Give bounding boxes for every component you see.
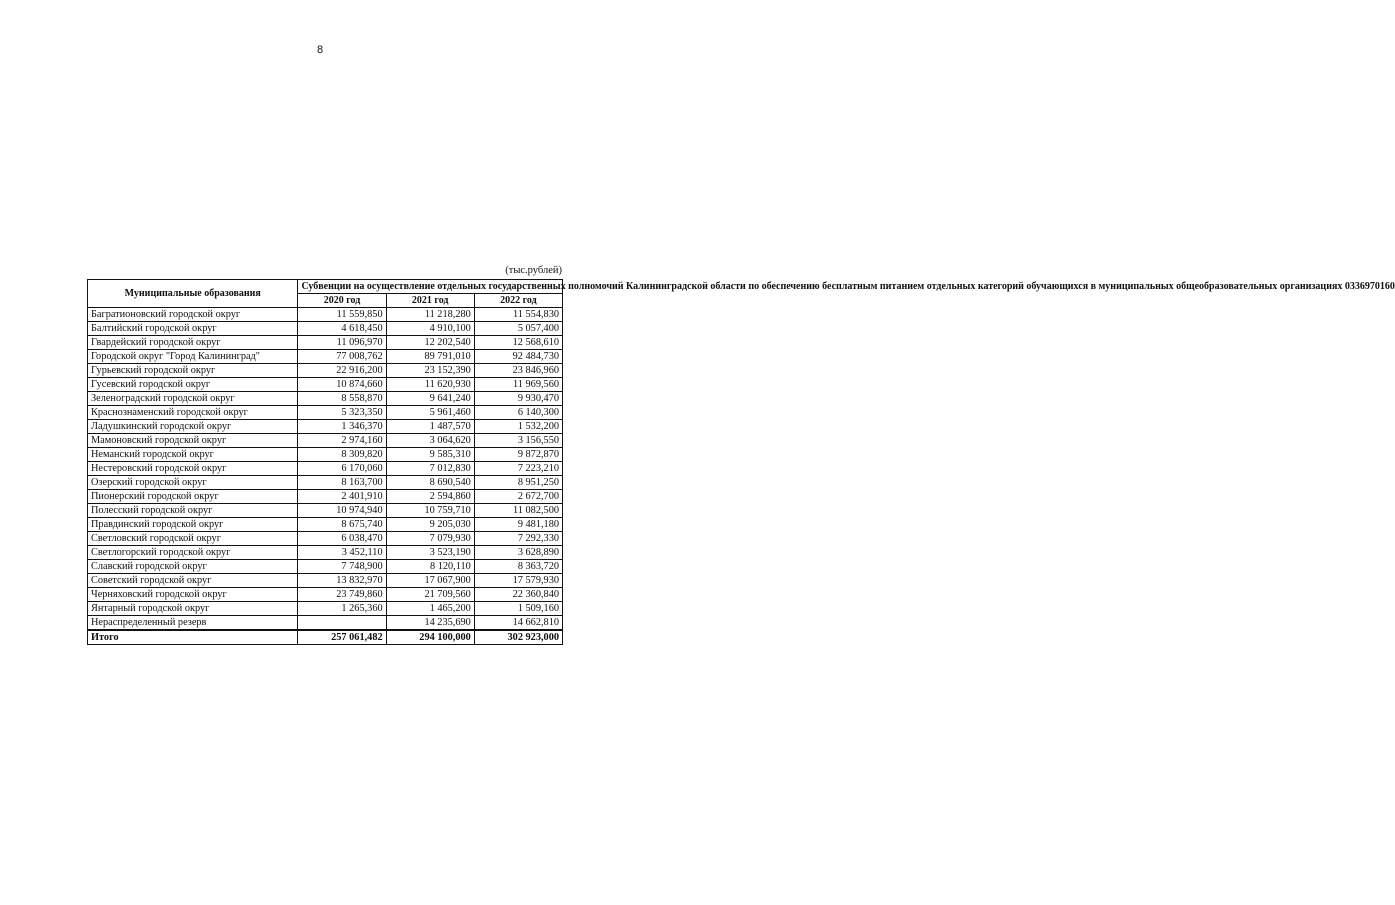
- value-2021: 1 465,200: [386, 602, 474, 616]
- value-2022: 22 360,840: [474, 588, 562, 602]
- municipality-name: Пионерский городской округ: [88, 490, 298, 504]
- value-2022: 11 969,560: [474, 378, 562, 392]
- value-2022: 8 363,720: [474, 560, 562, 574]
- header-year-2022: 2022 год: [474, 294, 562, 308]
- value-2020: [298, 616, 386, 631]
- value-2021: 17 067,900: [386, 574, 474, 588]
- value-2022: 23 846,960: [474, 364, 562, 378]
- value-2022: 9 481,180: [474, 518, 562, 532]
- value-2021: 23 152,390: [386, 364, 474, 378]
- municipality-name: Багратионовский городской округ: [88, 308, 298, 322]
- total-label: Итого: [88, 630, 298, 645]
- value-2022: 9 872,870: [474, 448, 562, 462]
- table-row: [88, 322, 563, 336]
- municipality-name: Правдинский городской округ: [88, 518, 298, 532]
- value-2022: 3 156,550: [474, 434, 562, 448]
- value-2022: 3 628,890: [474, 546, 562, 560]
- total-2020: 257 061,482: [298, 630, 386, 645]
- value-2020: 8 163,700: [298, 476, 386, 490]
- value-2022: 1 509,160: [474, 602, 562, 616]
- value-2022: 12 568,610: [474, 336, 562, 350]
- value-2020: 8 558,870: [298, 392, 386, 406]
- value-2020: 11 559,850: [298, 308, 386, 322]
- table-row: [88, 392, 563, 406]
- value-2021: 4 910,100: [386, 322, 474, 336]
- value-2020: 4 618,450: [298, 322, 386, 336]
- value-2022: 92 484,730: [474, 350, 562, 364]
- municipality-name: Мамоновский городской округ: [88, 434, 298, 448]
- value-2022: 6 140,300: [474, 406, 562, 420]
- value-2021: 1 487,570: [386, 420, 474, 434]
- value-2020: 2 974,160: [298, 434, 386, 448]
- municipality-name: Озерский городской округ: [88, 476, 298, 490]
- value-2022: 14 662,810: [474, 616, 562, 631]
- units-label: (тыс.рублей): [505, 265, 562, 276]
- value-2022: 1 532,200: [474, 420, 562, 434]
- value-2021: 7 012,830: [386, 462, 474, 476]
- table-row: [88, 546, 563, 560]
- value-2021: 10 759,710: [386, 504, 474, 518]
- municipality-name: Неманский городской округ: [88, 448, 298, 462]
- header-year-2020: 2020 год: [298, 294, 386, 308]
- municipality-name: Балтийский городской округ: [88, 322, 298, 336]
- value-2021: 89 791,010: [386, 350, 474, 364]
- value-2021: 21 709,560: [386, 588, 474, 602]
- table-row: [88, 588, 563, 602]
- municipality-name: Светлогорский городской округ: [88, 546, 298, 560]
- value-2020: 1 265,360: [298, 602, 386, 616]
- value-2022: 2 672,700: [474, 490, 562, 504]
- municipality-name: Гурьевский городской округ: [88, 364, 298, 378]
- value-2021: 12 202,540: [386, 336, 474, 350]
- value-2021: 5 961,460: [386, 406, 474, 420]
- municipality-name: Гвардейский городской округ: [88, 336, 298, 350]
- total-2022: 302 923,000: [474, 630, 562, 645]
- table-row: [88, 616, 563, 631]
- header-subvention: Субвенции на осуществление отдельных государственных полномочий Калининградской области по обеспечению бесплатным питанием отдельных категорий обучающихся в муниципальных общеобразовательных организациях 0336970160: [298, 280, 563, 294]
- table-row: [88, 420, 563, 434]
- value-2021: 8 690,540: [386, 476, 474, 490]
- municipality-name: Черняховский городской округ: [88, 588, 298, 602]
- municipality-name: Ладушкинский городской округ: [88, 420, 298, 434]
- subvention-table: [87, 279, 1395, 645]
- municipality-name: Советский городской округ: [88, 574, 298, 588]
- municipality-name: Краснознаменский городской округ: [88, 406, 298, 420]
- table-row: [88, 490, 563, 504]
- value-2022: 7 292,330: [474, 532, 562, 546]
- municipality-name: Городской округ "Город Калининград": [88, 350, 298, 364]
- value-2020: 6 038,470: [298, 532, 386, 546]
- table-row: [88, 532, 563, 546]
- value-2021: 3 523,190: [386, 546, 474, 560]
- value-2020: 10 874,660: [298, 378, 386, 392]
- total-2021: 294 100,000: [386, 630, 474, 645]
- value-2021: 9 641,240: [386, 392, 474, 406]
- value-2020: 10 974,940: [298, 504, 386, 518]
- value-2020: 5 323,350: [298, 406, 386, 420]
- value-2020: 3 452,110: [298, 546, 386, 560]
- value-2022: 8 951,250: [474, 476, 562, 490]
- municipality-name: Гусевский городской округ: [88, 378, 298, 392]
- table-row: [88, 434, 563, 448]
- total-row: [88, 630, 563, 645]
- municipality-name: Полесский городской округ: [88, 504, 298, 518]
- value-2020: 1 346,370: [298, 420, 386, 434]
- municipality-name: Зеленоградский городской округ: [88, 392, 298, 406]
- municipality-name: Нестеровский городской округ: [88, 462, 298, 476]
- table-row: [88, 462, 563, 476]
- table-row: [88, 308, 563, 322]
- header-year-2021: 2021 год: [386, 294, 474, 308]
- value-2022: 5 057,400: [474, 322, 562, 336]
- table-row: [88, 378, 563, 392]
- value-2021: 8 120,110: [386, 560, 474, 574]
- value-2022: 7 223,210: [474, 462, 562, 476]
- value-2021: 7 079,930: [386, 532, 474, 546]
- table-row: [88, 560, 563, 574]
- table-body: [88, 308, 563, 631]
- value-2021: 11 620,930: [386, 378, 474, 392]
- municipality-name: Славский городской округ: [88, 560, 298, 574]
- value-2021: 14 235,690: [386, 616, 474, 631]
- table-row: [88, 448, 563, 462]
- table-row: [88, 504, 563, 518]
- value-2020: 13 832,970: [298, 574, 386, 588]
- value-2020: 2 401,910: [298, 490, 386, 504]
- value-2022: 11 554,830: [474, 308, 562, 322]
- municipality-name: Янтарный городской округ: [88, 602, 298, 616]
- value-2021: 9 205,030: [386, 518, 474, 532]
- table-row: [88, 518, 563, 532]
- table-row: [88, 364, 563, 378]
- value-2020: 11 096,970: [298, 336, 386, 350]
- value-2021: 9 585,310: [386, 448, 474, 462]
- value-2020: 77 008,762: [298, 350, 386, 364]
- value-2022: 11 082,500: [474, 504, 562, 518]
- header-municipality: Муниципальные образования: [88, 280, 298, 308]
- table-row: [88, 476, 563, 490]
- value-2021: 11 218,280: [386, 308, 474, 322]
- municipality-name: Светловский городской округ: [88, 532, 298, 546]
- value-2021: 2 594,860: [386, 490, 474, 504]
- table-row: [88, 336, 563, 350]
- value-2021: 3 064,620: [386, 434, 474, 448]
- value-2022: 9 930,470: [474, 392, 562, 406]
- page-number: 8: [316, 44, 324, 56]
- table-row: [88, 406, 563, 420]
- value-2020: 8 309,820: [298, 448, 386, 462]
- table-row: [88, 602, 563, 616]
- value-2020: 8 675,740: [298, 518, 386, 532]
- table-row: [88, 350, 563, 364]
- value-2020: 22 916,200: [298, 364, 386, 378]
- value-2020: 23 749,860: [298, 588, 386, 602]
- value-2022: 17 579,930: [474, 574, 562, 588]
- municipality-name: Нераспределенный резерв: [88, 616, 298, 631]
- value-2020: 6 170,060: [298, 462, 386, 476]
- value-2020: 7 748,900: [298, 560, 386, 574]
- table-row: [88, 574, 563, 588]
